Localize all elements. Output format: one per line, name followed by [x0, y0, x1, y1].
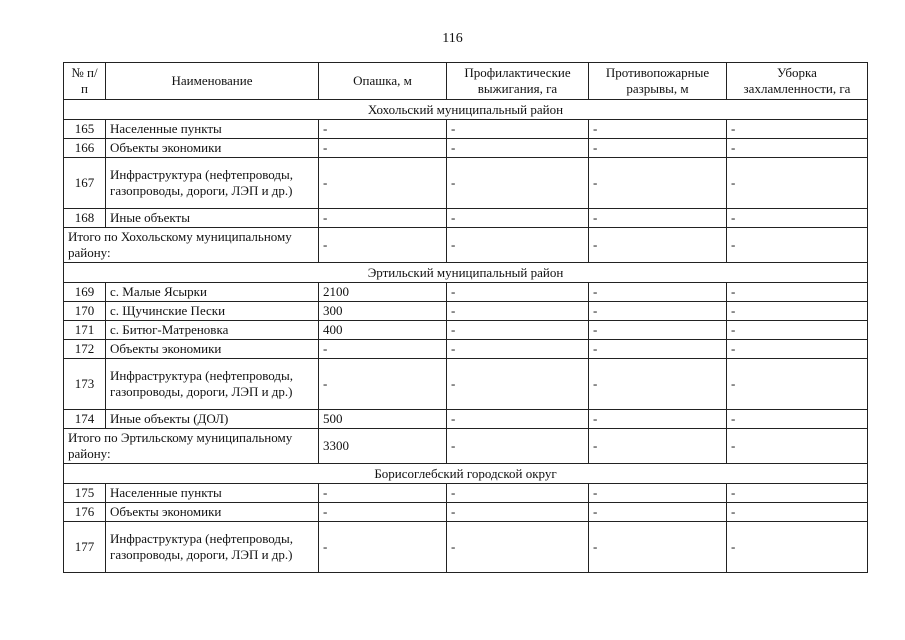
section-title: Хохольский муниципальный район: [64, 100, 868, 120]
row-name: Иные объекты: [106, 209, 319, 228]
section-title: Борисоглебский городской округ: [64, 464, 868, 484]
firebreak-cell: -: [589, 484, 727, 503]
firebreak-cell: -: [589, 120, 727, 139]
prof-burning-cell: -: [447, 209, 589, 228]
section-header-row: [64, 464, 868, 484]
row-number: 173: [64, 359, 106, 410]
cleanup-cell: -: [727, 158, 868, 209]
opashka-cell: -: [319, 120, 447, 139]
prof-burning-cell: -: [447, 139, 589, 158]
opashka-cell: -: [319, 158, 447, 209]
row-name: Инфраструктура (нефтепроводы, газопроводы, дороги, ЛЭП и др.): [106, 522, 319, 573]
row-number: 165: [64, 120, 106, 139]
total-prof-burning-cell: -: [447, 228, 589, 263]
firebreak-cell: -: [589, 410, 727, 429]
row-number: 168: [64, 209, 106, 228]
total-cleanup-cell: -: [727, 228, 868, 263]
firebreak-cell: -: [589, 321, 727, 340]
table-row: [64, 302, 868, 321]
firebreak-cell: -: [589, 522, 727, 573]
row-number: 176: [64, 503, 106, 522]
page-number: 116: [442, 31, 463, 46]
cleanup-cell: -: [727, 321, 868, 340]
prof-burning-cell: -: [447, 340, 589, 359]
prof-burning-cell: -: [447, 158, 589, 209]
section-header-row: [64, 100, 868, 120]
opashka-cell: -: [319, 522, 447, 573]
total-firebreak-cell: -: [589, 228, 727, 263]
prof-burning-cell: -: [447, 283, 589, 302]
firebreak-cell: -: [589, 359, 727, 410]
row-name: с. Щучинские Пески: [106, 302, 319, 321]
cleanup-cell: -: [727, 410, 868, 429]
header-firebreaks: Противопожарные разрывы, м: [589, 63, 727, 100]
header-name: Наименование: [106, 63, 319, 100]
cleanup-cell: -: [727, 302, 868, 321]
header-opashka: Опашка, м: [319, 63, 447, 100]
table-body: [64, 100, 868, 573]
opashka-cell: 300: [319, 302, 447, 321]
firebreak-cell: -: [589, 302, 727, 321]
row-name: Инфраструктура (нефтепроводы, газопроводы, дороги, ЛЭП и др.): [106, 158, 319, 209]
table-row: [64, 120, 868, 139]
cleanup-cell: -: [727, 484, 868, 503]
cleanup-cell: -: [727, 359, 868, 410]
table-row: [64, 158, 868, 209]
opashka-cell: -: [319, 139, 447, 158]
opashka-cell: 400: [319, 321, 447, 340]
total-prof-burning-cell: -: [447, 429, 589, 464]
total-opashka-cell: -: [319, 228, 447, 263]
header-num: № п/п: [64, 63, 106, 100]
opashka-cell: -: [319, 359, 447, 410]
cleanup-cell: -: [727, 340, 868, 359]
row-name: Инфраструктура (нефтепроводы, газопроводы, дороги, ЛЭП и др.): [106, 359, 319, 410]
total-opashka-cell: 3300: [319, 429, 447, 464]
row-number: 177: [64, 522, 106, 573]
table-row: [64, 283, 868, 302]
firebreak-cell: -: [589, 283, 727, 302]
prof-burning-cell: -: [447, 484, 589, 503]
table-row: [64, 139, 868, 158]
header-prof-burning: Профилактические выжигания, га: [447, 63, 589, 100]
header-cleanup: Уборка захламленности, га: [727, 63, 868, 100]
cleanup-cell: -: [727, 522, 868, 573]
row-name: Населенные пункты: [106, 120, 319, 139]
cleanup-cell: -: [727, 139, 868, 158]
row-number: 171: [64, 321, 106, 340]
opashka-cell: -: [319, 484, 447, 503]
row-number: 172: [64, 340, 106, 359]
total-label: Итого по Хохольскому муниципальному району:: [64, 228, 319, 263]
firebreak-cell: -: [589, 139, 727, 158]
firebreak-cell: -: [589, 340, 727, 359]
row-number: 166: [64, 139, 106, 158]
prof-burning-cell: -: [447, 522, 589, 573]
section-title: Эртильский муниципальный район: [64, 263, 868, 283]
firebreak-cell: -: [589, 503, 727, 522]
opashka-cell: 500: [319, 410, 447, 429]
row-number: 169: [64, 283, 106, 302]
section-header-row: [64, 263, 868, 283]
opashka-cell: 2100: [319, 283, 447, 302]
cleanup-cell: -: [727, 503, 868, 522]
prof-burning-cell: -: [447, 359, 589, 410]
firebreak-cell: -: [589, 158, 727, 209]
cleanup-cell: -: [727, 283, 868, 302]
prof-burning-cell: -: [447, 503, 589, 522]
total-row: [64, 429, 868, 464]
table-row: [64, 410, 868, 429]
row-number: 170: [64, 302, 106, 321]
table-row: [64, 209, 868, 228]
total-row: [64, 228, 868, 263]
row-name: Иные объекты (ДОЛ): [106, 410, 319, 429]
opashka-cell: -: [319, 209, 447, 228]
row-name: с. Малые Ясырки: [106, 283, 319, 302]
opashka-cell: -: [319, 503, 447, 522]
row-name: Населенные пункты: [106, 484, 319, 503]
total-label: Итого по Эртильскому муниципальному району:: [64, 429, 319, 464]
prof-burning-cell: -: [447, 302, 589, 321]
table-row: [64, 503, 868, 522]
firebreak-cell: -: [589, 209, 727, 228]
row-name: с. Битюг-Матреновка: [106, 321, 319, 340]
table-row: [64, 522, 868, 573]
row-number: 167: [64, 158, 106, 209]
table-row: [64, 359, 868, 410]
cleanup-cell: -: [727, 120, 868, 139]
prof-burning-cell: -: [447, 321, 589, 340]
total-cleanup-cell: -: [727, 429, 868, 464]
row-name: Объекты экономики: [106, 139, 319, 158]
row-number: 174: [64, 410, 106, 429]
opashka-cell: -: [319, 340, 447, 359]
row-name: Объекты экономики: [106, 503, 319, 522]
prof-burning-cell: -: [447, 120, 589, 139]
fire-prevention-table: [63, 62, 868, 573]
total-firebreak-cell: -: [589, 429, 727, 464]
prof-burning-cell: -: [447, 410, 589, 429]
cleanup-cell: -: [727, 209, 868, 228]
row-number: 175: [64, 484, 106, 503]
table-row: [64, 484, 868, 503]
table-row: [64, 340, 868, 359]
table-row: [64, 321, 868, 340]
row-name: Объекты экономики: [106, 340, 319, 359]
